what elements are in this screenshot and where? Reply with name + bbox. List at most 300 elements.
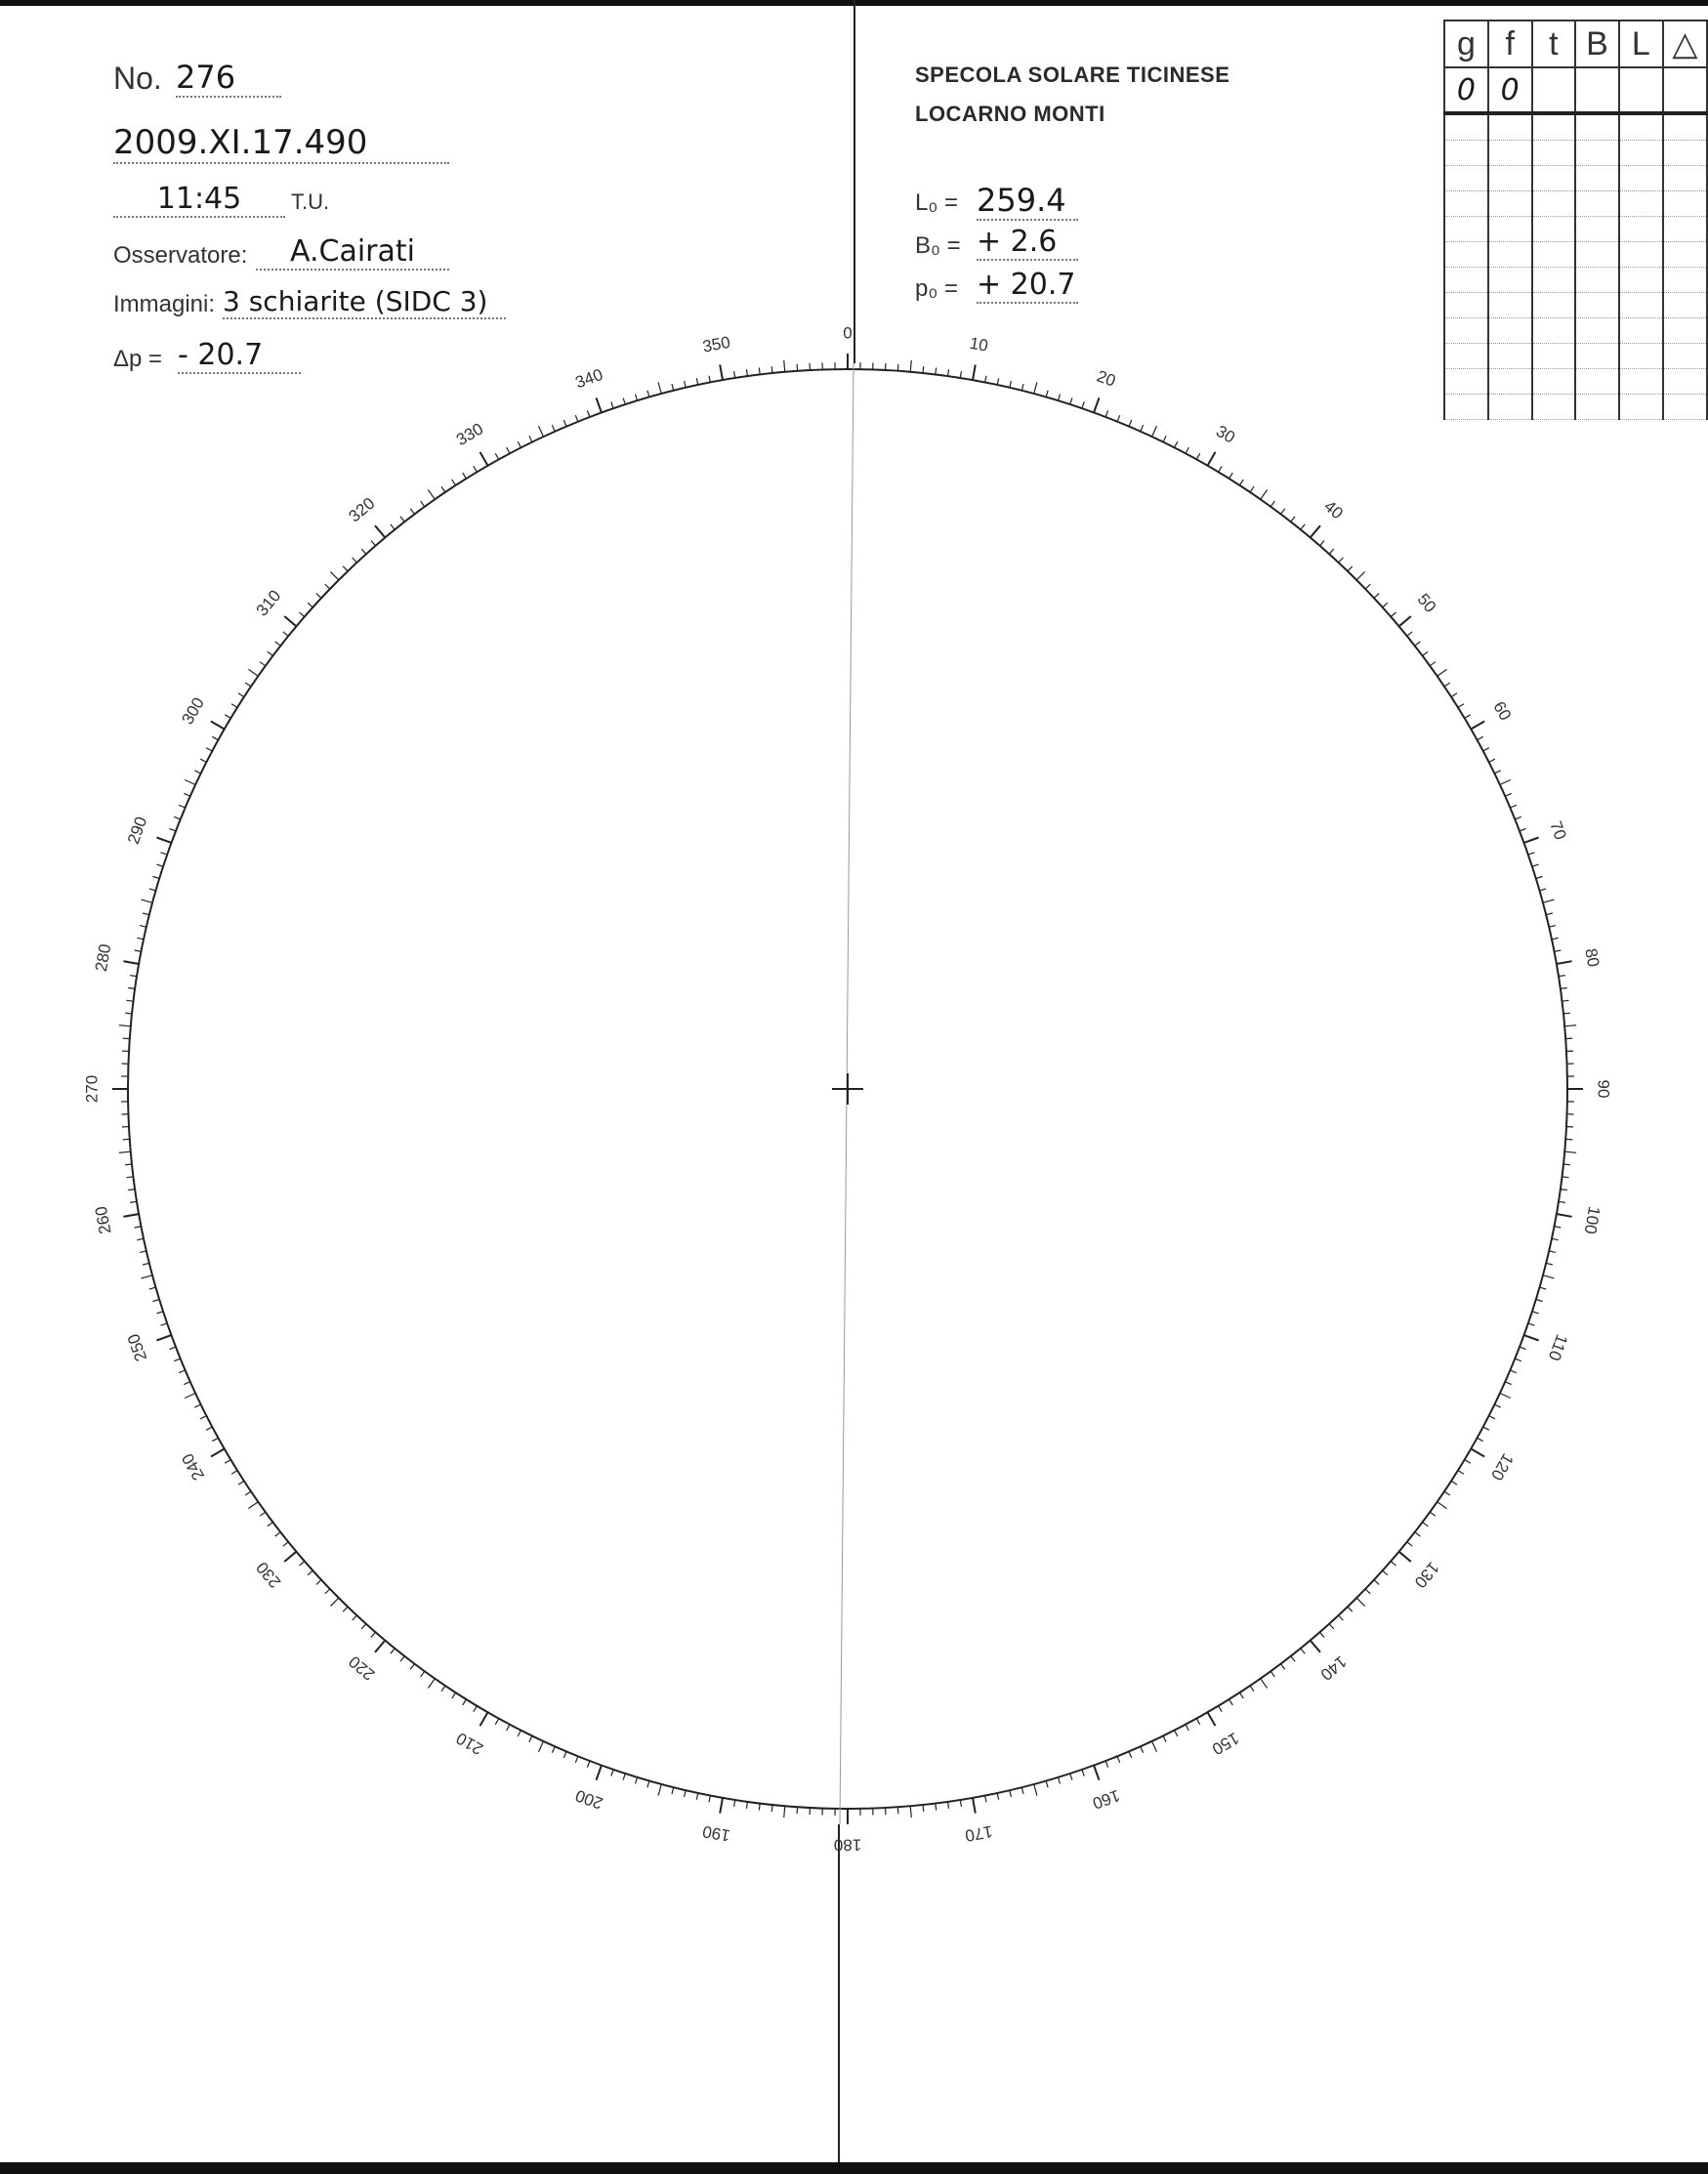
dial-tick	[1423, 651, 1429, 655]
dial-tick	[529, 1735, 532, 1741]
dial-label-130: 130	[1410, 1558, 1443, 1592]
dial-tick	[1478, 1438, 1483, 1441]
dial-tick	[1562, 1000, 1569, 1001]
dial-tick	[1465, 1460, 1471, 1464]
dial-tick	[284, 616, 296, 626]
dial-tick	[1483, 1427, 1489, 1430]
dial-label-90: 90	[1594, 1079, 1613, 1099]
delta-p-label: Δp =	[113, 346, 163, 372]
dial-label-40: 40	[1320, 496, 1347, 523]
dial-tick	[797, 364, 798, 371]
dial-tick	[1437, 669, 1447, 676]
dial-tick	[1415, 642, 1421, 646]
dial-tick	[997, 1793, 999, 1800]
dial-tick	[1549, 1251, 1556, 1253]
dial-tick	[1399, 616, 1411, 626]
dial-tick	[985, 1796, 986, 1803]
dial-tick	[143, 1263, 149, 1265]
dial-tick	[1010, 1790, 1012, 1797]
dial-tick	[325, 584, 330, 589]
dial-tick	[1451, 1481, 1457, 1484]
dial-tick	[1483, 748, 1489, 751]
dial-tick	[985, 376, 986, 383]
images-label: Immagini:	[113, 291, 216, 317]
dial-tick	[231, 1471, 237, 1475]
dial-tick	[127, 1000, 134, 1001]
dial-tick	[771, 366, 772, 373]
dial-tick	[1196, 1719, 1199, 1725]
dial-tick	[1117, 415, 1120, 422]
dial-tick	[1046, 1780, 1048, 1787]
dial-tick	[507, 447, 510, 453]
dial-tick	[1407, 632, 1412, 636]
dial-label-30: 30	[1213, 421, 1238, 447]
dial-tick	[636, 395, 638, 401]
dial-tick	[936, 368, 937, 375]
dial-tick	[1196, 453, 1199, 459]
dial-tick	[1163, 436, 1166, 441]
dial-tick	[734, 371, 735, 378]
number-value: 276	[176, 59, 281, 98]
dial-tick	[623, 397, 625, 404]
dial-tick	[1320, 1632, 1325, 1637]
dial-tick	[400, 517, 404, 523]
dial-tick	[1129, 420, 1132, 427]
dial-tick	[1229, 1699, 1233, 1705]
dial-tick	[400, 1656, 404, 1662]
dial-tick	[1250, 486, 1254, 492]
dial-tick	[153, 1300, 160, 1302]
dial-label-190: 190	[701, 1821, 732, 1846]
dial-label-110: 110	[1544, 1331, 1571, 1363]
dial-tick	[587, 1761, 590, 1768]
dial-tick	[260, 662, 266, 666]
dial-tick	[747, 1802, 748, 1809]
dial-label-180: 180	[833, 1835, 862, 1855]
dial-tick	[1520, 1347, 1526, 1350]
dial-tick	[1059, 395, 1061, 401]
dial-tick	[140, 1251, 146, 1253]
dial-tick	[1478, 736, 1483, 739]
dial-label-140: 140	[1316, 1651, 1351, 1685]
dial-tick	[1546, 913, 1553, 915]
dial-tick	[156, 1312, 163, 1314]
dial-tick	[1557, 961, 1572, 964]
dial-tick	[149, 1287, 156, 1289]
dial-tick	[316, 594, 321, 599]
time-value: 11:45	[113, 182, 285, 218]
dial-tick	[206, 1427, 212, 1430]
dial-tick	[647, 1780, 649, 1787]
dial-tick	[137, 1238, 144, 1240]
dial-tick	[1365, 1589, 1370, 1594]
dial-tick	[1105, 410, 1108, 417]
dial-tick	[391, 524, 395, 529]
dial-label-20: 20	[1094, 366, 1118, 391]
dial-tick	[1559, 1201, 1565, 1202]
header-g: g	[1444, 21, 1488, 67]
dial-tick	[135, 1227, 142, 1228]
dial-tick	[185, 1394, 195, 1399]
dial-tick	[636, 1777, 638, 1784]
images-value: 3 schiarite (SIDC 3)	[223, 285, 506, 319]
dial-tick	[1271, 1671, 1274, 1677]
dial-tick	[1555, 950, 1562, 951]
dial-tick	[1500, 780, 1511, 785]
dial-tick	[1291, 1656, 1295, 1662]
dial-tick	[1552, 1238, 1559, 1240]
dial-tick	[1444, 1491, 1450, 1495]
dial-tick	[1129, 1751, 1132, 1758]
dial-tick	[1562, 1177, 1569, 1178]
dial-tick	[1374, 594, 1379, 599]
dial-tick	[696, 378, 698, 385]
dial-tick	[1565, 1038, 1572, 1039]
dial-tick	[361, 1624, 366, 1629]
dial-tick	[330, 1598, 339, 1607]
dial-tick	[734, 1800, 735, 1807]
dial-tick	[923, 1805, 924, 1812]
dial-tick	[123, 961, 139, 964]
dial-tick	[672, 1787, 674, 1794]
dial-tick	[1329, 1624, 1334, 1629]
dial-tick	[1561, 1190, 1567, 1191]
dial-tick	[1489, 759, 1495, 762]
dial-tick	[1348, 1607, 1353, 1611]
dial-tick	[1532, 1312, 1539, 1314]
dial-tick	[623, 1774, 625, 1780]
dial-tick	[1141, 1746, 1144, 1752]
dial-tick	[1163, 1735, 1166, 1741]
dial-tick	[330, 571, 339, 580]
dial-tick	[1536, 877, 1543, 879]
dial-tick	[539, 426, 544, 437]
dial-tick	[179, 805, 186, 808]
dial-label-230: 230	[252, 1558, 285, 1592]
dial-tick	[249, 669, 259, 676]
cell-f: 0	[1488, 67, 1532, 113]
dial-tick	[452, 1693, 456, 1698]
dial-tick	[249, 1502, 259, 1509]
time-unit: T.U.	[291, 189, 330, 214]
dial-tick	[1494, 1404, 1500, 1407]
dial-label-150: 150	[1208, 1728, 1243, 1759]
L0-value: 259.4	[977, 182, 1078, 221]
cell-g: 0	[1444, 67, 1488, 113]
dial-tick	[194, 1404, 200, 1407]
dial-tick	[130, 976, 137, 977]
dial-label-310: 310	[252, 586, 285, 620]
dial-tick	[1152, 1741, 1157, 1752]
dial-tick	[371, 1632, 376, 1637]
dial-tick	[174, 1359, 181, 1361]
dial-tick	[140, 926, 146, 928]
dial-tick	[231, 704, 237, 708]
dial-label-100: 100	[1580, 1204, 1604, 1235]
dial-tick	[1559, 976, 1565, 977]
dial-tick	[1281, 1664, 1285, 1670]
dial-tick	[658, 1784, 661, 1796]
dial-tick	[1391, 612, 1396, 617]
dial-tick	[685, 381, 687, 388]
dial-tick	[1070, 1774, 1072, 1780]
dial-tick	[225, 715, 230, 719]
dial-tick	[1082, 1770, 1084, 1777]
dial-tick	[161, 853, 168, 855]
dial-tick	[428, 1679, 435, 1689]
dial-tick	[1458, 704, 1464, 708]
dial-tick	[1261, 490, 1268, 500]
dial-tick	[149, 889, 156, 891]
dial-tick	[1311, 525, 1320, 537]
dial-tick	[283, 1542, 288, 1546]
dial-tick	[1494, 771, 1500, 773]
header-f: f	[1488, 21, 1532, 67]
dial-tick	[421, 1671, 425, 1677]
dial-tick	[480, 1712, 488, 1726]
dial-tick	[1021, 1787, 1023, 1794]
dial-tick	[308, 1570, 312, 1575]
dial-tick	[1552, 938, 1559, 940]
dial-label-60: 60	[1489, 698, 1516, 724]
dial-tick	[1021, 384, 1023, 391]
dial-tick	[960, 371, 961, 378]
dial-tick	[1152, 426, 1157, 437]
dial-tick	[238, 1481, 244, 1484]
dial-tick	[1034, 1784, 1037, 1796]
dial-tick	[1471, 1449, 1484, 1457]
dial-label-0: 0	[843, 323, 853, 343]
dial-tick	[128, 988, 135, 989]
dial-tick	[1465, 715, 1471, 719]
dial-tick	[143, 913, 149, 915]
dial-label-120: 120	[1486, 1449, 1518, 1484]
dial-tick	[1505, 1382, 1511, 1385]
dial-tick	[1430, 662, 1436, 666]
dial-tick	[1219, 466, 1223, 472]
dial-tick	[474, 466, 478, 472]
dial-label-210: 210	[452, 1728, 487, 1759]
header-t: t	[1532, 21, 1575, 67]
L0-label: L₀ =	[915, 189, 958, 216]
dial-tick	[184, 793, 189, 796]
dial-tick	[1082, 402, 1084, 409]
dial-tick	[1175, 441, 1178, 447]
dial-tick	[495, 453, 498, 459]
dial-tick	[1339, 1615, 1344, 1620]
observatory-location: LOCARNO MONTI	[915, 102, 1105, 126]
dial-tick	[125, 1013, 132, 1014]
dial-tick	[391, 1649, 395, 1653]
dial-tick	[647, 391, 649, 397]
dial-tick	[1543, 1275, 1555, 1278]
dial-tick	[960, 1800, 961, 1807]
dial-tick	[268, 1523, 273, 1526]
B0-label: B₀ =	[915, 232, 961, 259]
dial-tick	[245, 683, 251, 687]
dial-tick	[1423, 1523, 1429, 1526]
dial-tick	[308, 603, 312, 607]
dial-tick	[910, 1806, 911, 1818]
dial-tick	[1532, 864, 1539, 866]
dial-tick	[658, 383, 661, 395]
dial-tick	[997, 378, 999, 385]
dial-tick	[174, 816, 181, 819]
dial-tick	[142, 1275, 153, 1278]
dial-tick	[518, 1731, 521, 1736]
dial-tick	[206, 748, 212, 751]
dial-tick	[1261, 1679, 1268, 1689]
dial-tick	[563, 420, 566, 427]
dial-tick	[1510, 1370, 1517, 1373]
dial-tick	[1117, 1756, 1120, 1763]
dial-tick	[784, 360, 785, 372]
dial-label-80: 80	[1581, 946, 1604, 969]
dial-tick	[1528, 853, 1535, 855]
dial-tick	[1564, 1151, 1576, 1152]
dial-tick	[1186, 447, 1188, 453]
dial-tick	[1374, 1580, 1379, 1585]
dial-tick	[1451, 693, 1457, 697]
dial-tick	[1365, 584, 1370, 589]
dial-tick	[1271, 501, 1274, 507]
dial-tick	[260, 1512, 266, 1516]
dial-tick	[936, 1804, 937, 1811]
dial-tick	[552, 1746, 555, 1752]
dial-tick	[575, 1756, 578, 1763]
dial-tick	[300, 612, 305, 617]
dial-tick	[923, 366, 924, 373]
dial-tick	[127, 1177, 134, 1178]
dial-tick	[142, 899, 153, 902]
dial-tick	[353, 558, 357, 563]
dial-tick	[1555, 1227, 1562, 1228]
dial-tick	[1301, 1649, 1305, 1653]
dial-tick	[1546, 1263, 1553, 1265]
dial-tick	[1543, 899, 1555, 902]
dial-tick	[1239, 480, 1243, 485]
dial-tick	[1356, 1598, 1365, 1607]
dial-tick	[169, 828, 176, 831]
dial-label-70: 70	[1546, 818, 1570, 843]
dial-tick	[169, 1347, 176, 1350]
dial-label-50: 50	[1413, 590, 1440, 616]
dial-tick	[153, 877, 160, 879]
date-value: 2009.XI.17.490	[113, 123, 449, 164]
dial-tick	[587, 410, 590, 417]
dial-tick	[973, 364, 976, 380]
dial-tick	[212, 736, 218, 739]
dial-tick	[375, 1641, 385, 1652]
dial-tick	[245, 1491, 251, 1495]
dial-label-260: 260	[91, 1204, 115, 1235]
dial-tick	[375, 525, 385, 537]
dial-label-340: 340	[572, 364, 605, 393]
dial-tick	[1250, 1686, 1254, 1692]
dial-tick	[1046, 391, 1048, 397]
dial-tick	[1399, 1552, 1411, 1562]
dial-tick	[1557, 1214, 1572, 1217]
dial-tick	[119, 1151, 131, 1152]
dial-tick	[1520, 828, 1526, 831]
dial-tick	[1437, 1502, 1447, 1509]
dial-tick	[1524, 1335, 1539, 1340]
dial-tick	[185, 780, 195, 785]
dial-tick	[123, 1038, 130, 1039]
dial-tick	[1175, 1731, 1178, 1736]
dial-tick	[353, 1615, 357, 1620]
dial-tick	[1515, 1359, 1521, 1361]
dial-tick	[1186, 1725, 1188, 1731]
p0-value: + 20.7	[977, 268, 1078, 304]
dial-tick	[179, 1370, 186, 1373]
dial-tick	[685, 1790, 687, 1797]
dial-tick	[1281, 509, 1285, 515]
dial-tick	[1339, 558, 1344, 563]
dial-tick	[194, 771, 200, 773]
dial-tick	[1471, 722, 1484, 730]
dial-tick	[125, 1164, 132, 1165]
dial-tick	[897, 1807, 898, 1814]
dial-tick	[421, 501, 425, 507]
header-L: L	[1619, 21, 1663, 67]
dial-tick	[539, 1741, 544, 1752]
dial-tick	[948, 1802, 949, 1809]
dial-tick	[325, 1589, 330, 1594]
dial-tick	[784, 1806, 785, 1818]
dial-tick	[1348, 566, 1353, 571]
dial-tick	[123, 1139, 130, 1140]
observer-value: A.Cairati	[256, 234, 449, 271]
dial-tick	[1539, 889, 1546, 891]
dial-tick	[897, 364, 898, 371]
dial-tick	[1539, 1287, 1546, 1289]
dial-label-280: 280	[91, 942, 115, 974]
dial-tick	[1415, 1532, 1421, 1536]
dial-tick	[1489, 1416, 1495, 1419]
dial-tick	[225, 1460, 230, 1464]
dial-tick	[709, 1796, 710, 1803]
dial-label-10: 10	[968, 333, 990, 355]
dial-tick	[611, 402, 613, 409]
dial-tick	[410, 1664, 414, 1670]
number-label: No.	[113, 61, 162, 96]
dial-label-290: 290	[123, 814, 151, 847]
dial-tick	[275, 642, 281, 646]
dial-tick	[709, 376, 710, 383]
dial-tick	[184, 1382, 189, 1385]
dial-tick	[200, 759, 206, 762]
dial-tick	[1208, 452, 1216, 466]
dial-tick	[759, 368, 760, 375]
dial-tick	[1536, 1300, 1543, 1302]
dial-tick	[1515, 816, 1521, 819]
dial-tick	[284, 1552, 296, 1562]
dial-tick	[747, 369, 748, 376]
dial-tick	[123, 1214, 139, 1217]
dial-tick	[1094, 397, 1099, 412]
dial-tick	[1141, 425, 1144, 431]
dial-tick	[283, 632, 288, 636]
observer-label: Osservatore:	[113, 242, 248, 269]
dial-tick	[1034, 383, 1037, 395]
dial-tick	[1500, 1394, 1511, 1399]
dial-tick	[611, 1770, 613, 1777]
dial-tick	[552, 425, 555, 431]
dial-tick	[529, 436, 532, 441]
dial-label-160: 160	[1090, 1785, 1123, 1814]
dial-label-250: 250	[123, 1331, 151, 1364]
